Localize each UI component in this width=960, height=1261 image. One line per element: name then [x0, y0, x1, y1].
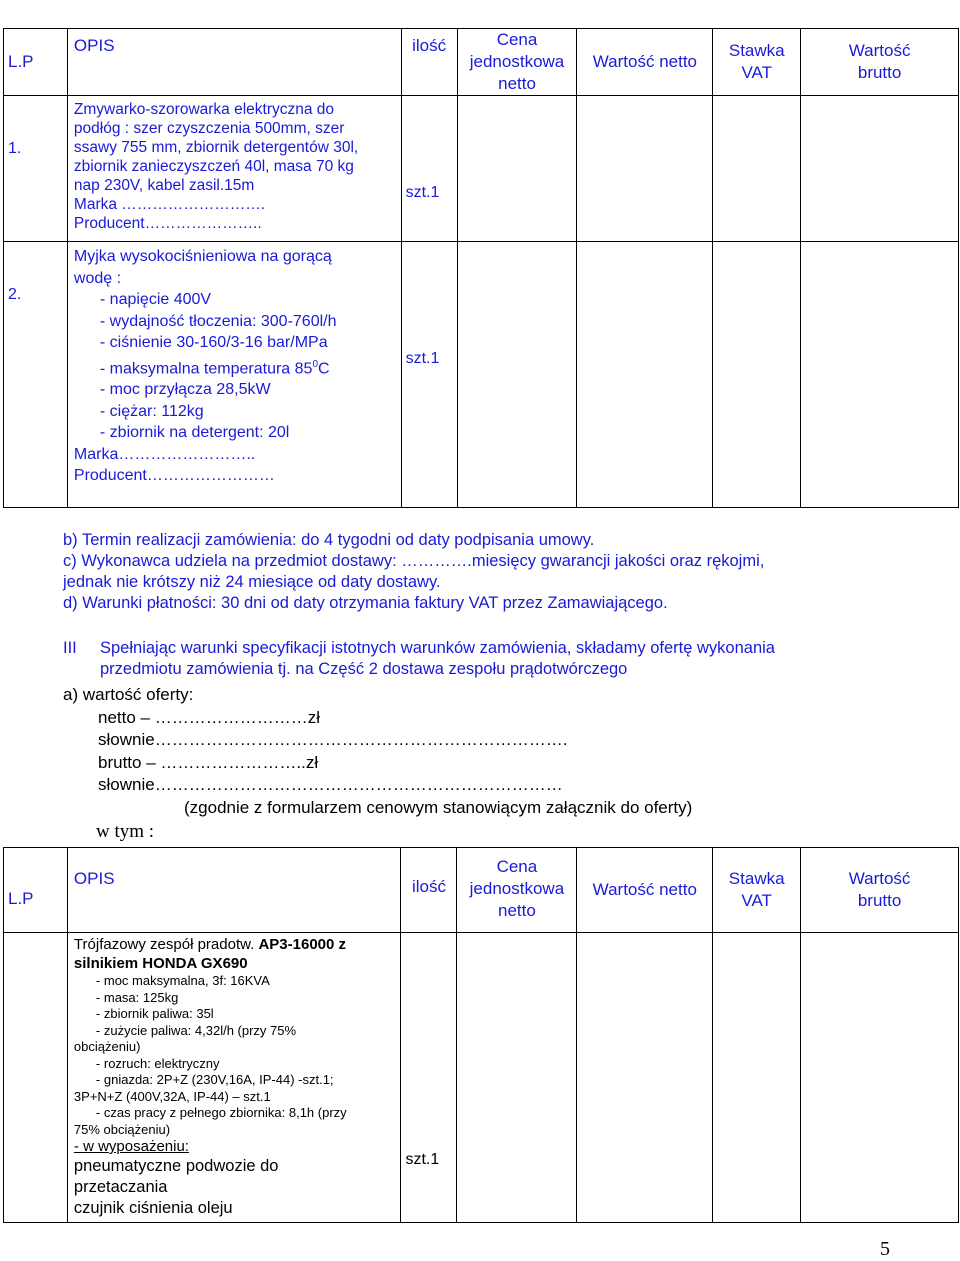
spec-line-temperature — [74, 354, 395, 380]
item-description — [67, 933, 401, 1223]
offer-a: a) wartość oferty: — [63, 685, 194, 704]
header-cena-line2: jednostkowa — [469, 879, 565, 898]
table1-header-row — [4, 29, 959, 96]
spec-line: 75% obciążeniu) — [73, 1121, 171, 1137]
desc-line: ssawy 755 mm, zbiornik detergentów 30l, — [73, 139, 359, 156]
header-wartosc-brutto — [801, 848, 959, 933]
equipment-item: przetaczania — [73, 1178, 168, 1196]
header-stawka — [713, 848, 801, 933]
items-table-1 — [3, 28, 959, 508]
section-line2: przedmiotu zamówienia tj. na Część 2 dostawa zespołu prądotwórczego — [100, 660, 628, 678]
gross-value-cell[interactable] — [801, 242, 959, 508]
temp-sup: 0 — [312, 358, 318, 370]
item-title-bold: AP3-16000 z — [258, 936, 347, 953]
vat-cell[interactable] — [713, 242, 801, 508]
item-title-bold2: silnikiem HONDA GX690 — [73, 955, 248, 972]
desc-line: Myjka wysokociśnieniowa na gorącą — [73, 248, 332, 265]
header-brutto-line1: Wartość — [848, 869, 911, 888]
price-cell[interactable] — [457, 96, 577, 242]
header-brutto-line2: brutto — [857, 891, 902, 910]
header-lp: L.P — [4, 29, 68, 96]
page-number: 5 — [880, 1238, 890, 1260]
spec-line: - rozruch: elektryczny — [95, 1055, 220, 1071]
offer-slownie-netto[interactable]: słownie………………………………………………………………. — [98, 730, 568, 749]
spec-line: - ciśnienie 30-160/3-16 bar/MPa — [99, 334, 328, 351]
header-opis: OPIS — [67, 848, 401, 933]
offer-note: (zgodnie z formularzem cenowym stanowiącym załącznik do oferty) — [184, 797, 693, 817]
item-title — [74, 935, 395, 954]
header-wartosc-netto: Wartość netto — [577, 848, 713, 933]
header-cena-line3: netto — [498, 901, 536, 920]
temp-unit: C — [318, 359, 330, 377]
equipment-item: pneumatyczne podwozie do — [73, 1157, 279, 1175]
spec-line: - napięcie 400V — [99, 291, 212, 308]
header-lp: L.P — [4, 848, 68, 933]
net-value-cell[interactable] — [577, 242, 713, 508]
table-row — [4, 933, 959, 1223]
header-ilosc: ilość — [401, 848, 457, 933]
row-number: 1. — [4, 96, 68, 242]
table2-header-row — [4, 848, 959, 933]
header-stawka — [713, 29, 801, 96]
header-wartosc-brutto — [801, 29, 959, 96]
header-cena-line1: Cena — [496, 857, 538, 876]
offer-slownie-brutto[interactable]: słownie……………………………………………………………… — [98, 775, 563, 794]
header-stawka-line2: VAT — [741, 63, 773, 82]
price-cell[interactable] — [457, 933, 577, 1223]
header-wartosc-netto: Wartość netto — [577, 29, 713, 96]
vat-cell[interactable] — [713, 96, 801, 242]
offer-wtym: w tym : — [96, 821, 155, 842]
desc-line: Zmywarko-szorowarka elektryczna do — [73, 101, 335, 118]
row-number — [4, 933, 68, 1223]
item-description — [67, 96, 401, 242]
desc-line: Marka ………………………. — [73, 196, 266, 213]
gross-value-cell[interactable] — [801, 933, 959, 1223]
header-cena-line1: Cena — [496, 30, 538, 49]
header-stawka-line1: Stawka — [728, 41, 785, 60]
offer-brutto[interactable]: brutto – ……………………..zł — [98, 752, 319, 772]
header-brutto-line1: Wartość — [848, 41, 911, 60]
section-iii — [63, 638, 943, 680]
price-cell[interactable] — [457, 242, 577, 508]
item-quantity: szt.1 — [401, 933, 457, 1223]
term-d: d) Warunki płatności: 30 dni od daty otrzymania faktury VAT przez Zamawiającego. — [63, 594, 668, 612]
desc-line: wodę : — [73, 269, 122, 287]
temp-text: - maksymalna temperatura 85 — [99, 359, 313, 377]
section-roman: III — [63, 639, 77, 657]
item-quantity: szt.1 — [401, 242, 457, 508]
offer-block — [63, 684, 943, 844]
desc-line: podłóg : szer czyszczenia 500mm, szer — [73, 120, 345, 137]
spec-line: - masa: 125kg — [95, 989, 179, 1005]
header-stawka-line2: VAT — [741, 891, 772, 910]
spec-line: - moc maksymalna, 3f: 16KVA — [95, 973, 270, 988]
table-row — [4, 242, 959, 508]
spec-line: - ciężar: 112kg — [99, 402, 204, 420]
spec-line: - zużycie paliwa: 4,32l/h (przy 75% — [95, 1022, 297, 1038]
gross-value-cell[interactable] — [801, 96, 959, 242]
header-cena — [457, 848, 577, 933]
marka-line: Marka…………………….. — [73, 445, 256, 463]
net-value-cell[interactable] — [577, 933, 713, 1223]
item-title-plain: Trójfazowy zespół pradotw. — [73, 936, 255, 953]
spec-line: - moc przyłącza 28,5kW — [99, 381, 271, 399]
spec-line: - wydajność tłoczenia: 300-760l/h — [99, 312, 337, 330]
row-number: 2. — [4, 242, 68, 508]
item-description — [67, 242, 401, 508]
section-line1: Spełniając warunki specyfikacji istotnych warunków zamówienia, składamy ofertę wykonania — [100, 639, 775, 657]
spec-line: - zbiornik paliwa: 35l — [95, 1006, 214, 1021]
header-opis: OPIS — [67, 29, 401, 96]
header-stawka-line1: Stawka — [728, 869, 785, 888]
header-cena-line2: jednostkowa — [469, 52, 565, 71]
desc-line: zbiornik zanieczyszczeń 40l, masa 70 kg — [73, 158, 354, 175]
header-cena-line3: netto — [498, 74, 536, 93]
spec-line: 3P+N+Z (400V,32A, IP-44) – szt.1 — [73, 1088, 271, 1104]
terms-block — [63, 530, 943, 614]
header-brutto-line2: brutto — [857, 63, 902, 82]
equipment-heading: - w wyposażeniu: — [73, 1138, 189, 1155]
header-ilosc: ilość — [401, 29, 457, 96]
offer-netto[interactable]: netto – ………………………zł — [98, 707, 320, 727]
vat-cell[interactable] — [713, 933, 801, 1223]
table-row — [4, 96, 959, 242]
term-c-line2: jednak nie krótszy niż 24 miesiące od daty dostawy. — [63, 573, 441, 591]
term-b: b) Termin realizacji zamówienia: do 4 tygodni od daty podpisania umowy. — [63, 531, 595, 549]
producent-line: Producent…………………… — [73, 467, 275, 485]
items-table-2 — [3, 847, 959, 1223]
desc-line: nap 230V, kabel zasil.15m — [73, 177, 255, 194]
equipment-item: czujnik ciśnienia oleju — [73, 1199, 233, 1217]
term-c-line1: c) Wykonawca udziela na przedmiot dostawy: ………….miesięcy gwarancji jakości oraz rękojmi, — [63, 552, 765, 570]
header-cena — [457, 29, 577, 96]
item-quantity: szt.1 — [401, 96, 457, 242]
desc-line: Producent………………….. — [73, 215, 262, 232]
net-value-cell[interactable] — [577, 96, 713, 242]
spec-line: obciążeniu) — [73, 1039, 141, 1054]
spec-line: - zbiornik na detergent: 20l — [99, 424, 290, 442]
spec-line: - czas pracy z pełnego zbiornika: 8,1h (przy — [95, 1105, 347, 1120]
spec-line: - gniazda: 2P+Z (230V,16A, IP-44) -szt.1; — [95, 1072, 334, 1087]
